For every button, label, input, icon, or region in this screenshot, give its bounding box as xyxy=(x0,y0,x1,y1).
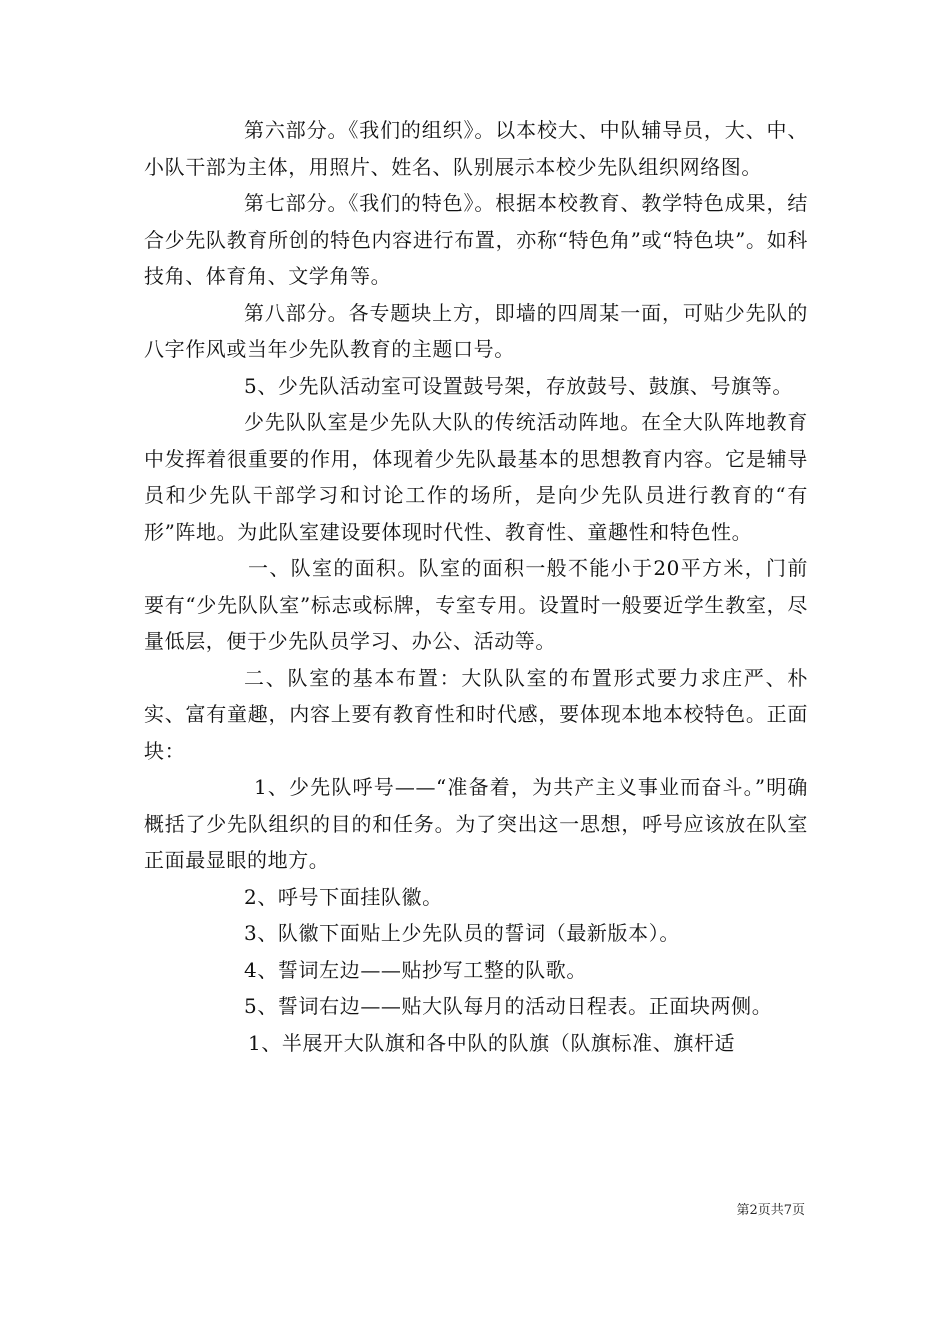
paragraph-item-4: 4、誓词左边——贴抄写工整的队歌。 xyxy=(244,957,587,982)
paragraph-section-one: 一、队室的面积。队室的面积一般不能小于20平方米，门前要有“少先队队室”标志或标牌，专室专用。设置时一般要近学生教室，尽量低层，便于少先队员学习、办公、活动等。 xyxy=(144,556,808,653)
paragraph-item-3: 3、队徽下面贴上少先队员的誓词（最新版本）。 xyxy=(244,921,680,945)
paragraph-item-5: 5、誓词右边——贴大队每月的活动日程表。正面块两侧。 xyxy=(244,994,773,1018)
body-text xyxy=(144,112,808,1061)
paragraph-part-seven: 第七部分。《我们的特色》。根据本校教育、教学特色成果，结合少先队教育所创的特色内容进行布置，亦称“特色角”或“特色块”。如科技角、体育角、文学角等。 xyxy=(144,191,808,288)
paragraph-part-six: 第六部分。《我们的组织》。以本校大、中队辅导员，大、中、小队干部为主体，用照片、姓名、队别展示本校少先队组织网络图。 xyxy=(144,118,808,179)
paragraph-item-2: 2、呼号下面挂队徽。 xyxy=(244,884,443,909)
paragraph-side-item-1: 1、半展开大队旗和各中队的队旗（队旗标准、旗杆适 xyxy=(248,1030,736,1055)
paragraph-section-two: 二、队室的基本布置：大队队室的布置形式要力求庄严、朴实、富有童趣，内容上要有教育性和时代感，要体现本地本校特色。正面块： xyxy=(144,665,808,763)
page-number: 第2页共7页 xyxy=(736,1203,805,1218)
paragraph-item-5-drums: 5、少先队活动室可设置鼓号架，存放鼓号、鼓旗、号旗等。 xyxy=(244,373,793,398)
paragraph-part-eight: 第八部分。各专题块上方，即墙的四周某一面，可贴少先队的八字作风或当年少先队教育的主题口号。 xyxy=(144,300,808,361)
paragraph-intro: 少先队队室是少先队大队的传统活动阵地。在全大队阵地教育中发挥着很重要的作用，体现着少先队最基本的思想教育内容。它是辅导员和少先队干部学习和讨论工作的场所，是向少先队员进行教育的“有形”阵地。为此队室建设要体现时代性、教育性、童趣性和特色性。 xyxy=(144,410,808,544)
paragraph-item-1-motto: 1、少先队呼号——“准备着，为共产主义事业而奋斗。”明确概括了少先队组织的目的和任务。为了突出这一思想，呼号应该放在队室正面最显眼的地方。 xyxy=(144,775,808,872)
